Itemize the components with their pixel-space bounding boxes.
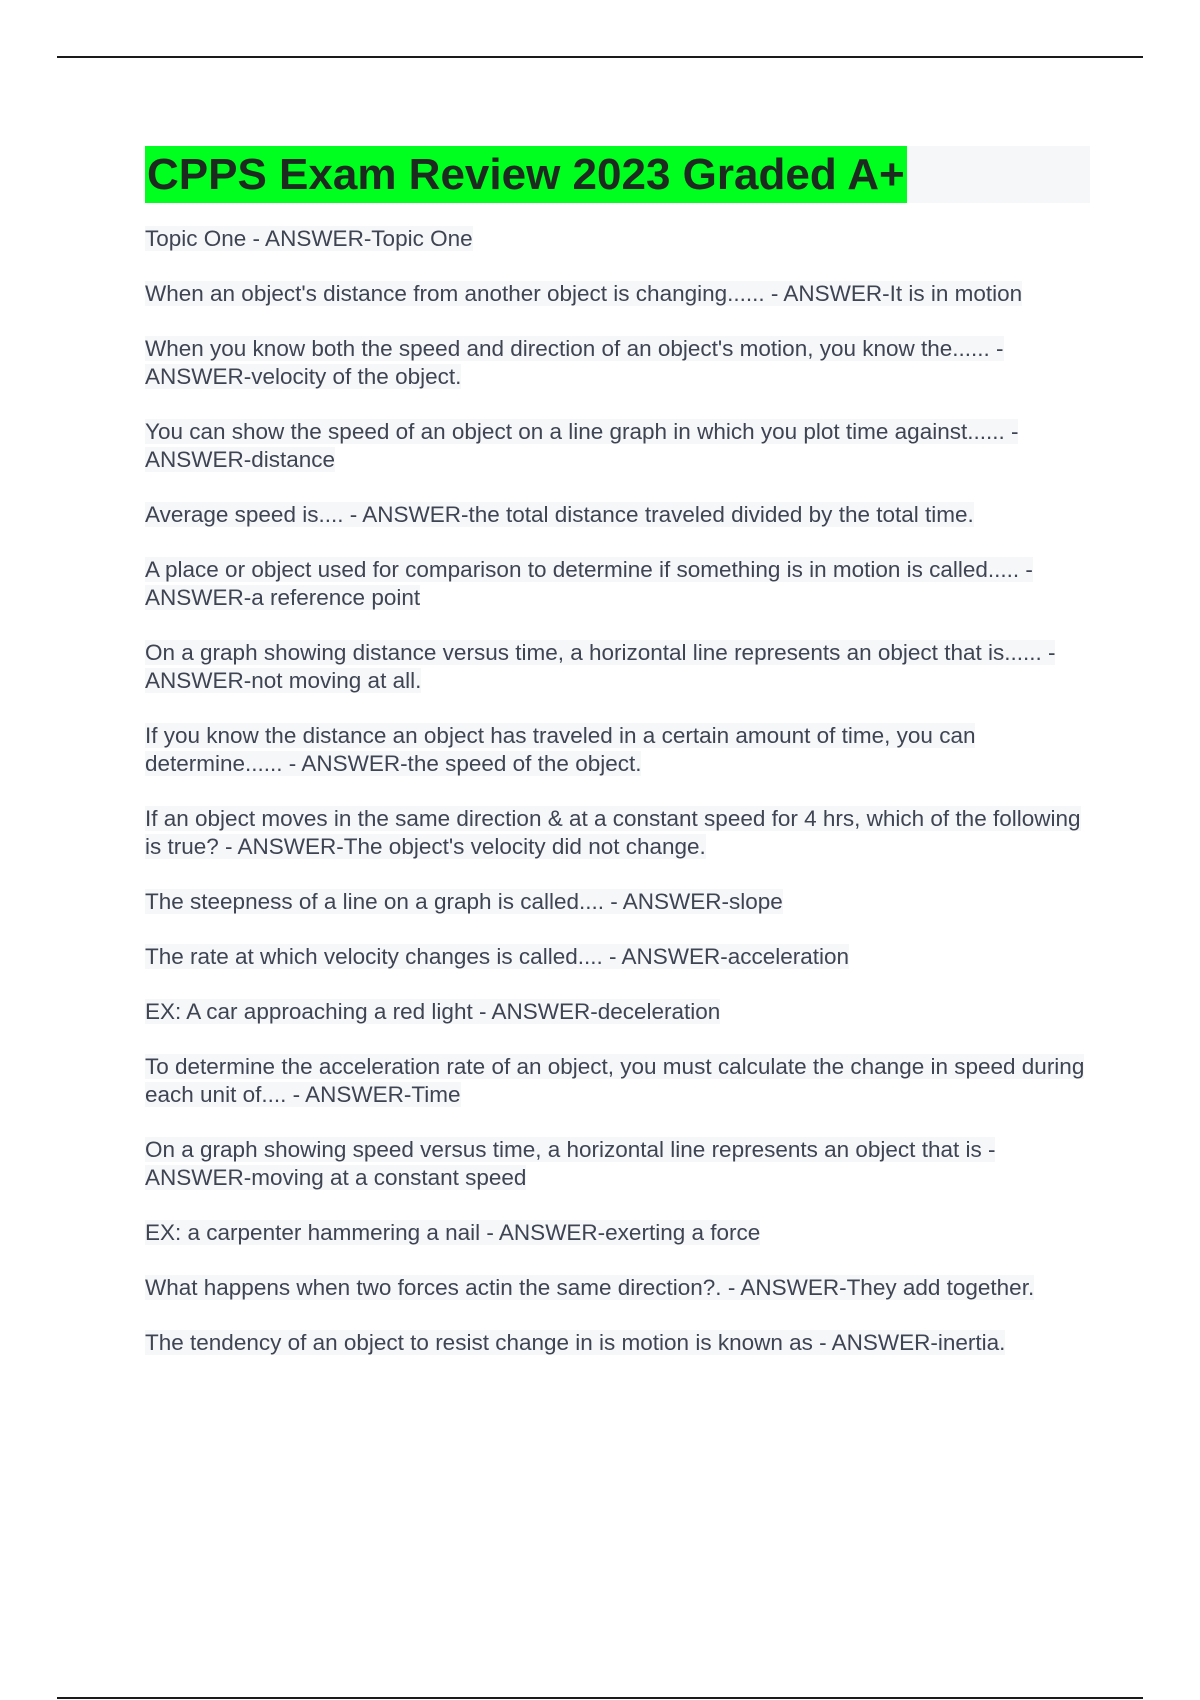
qa-item: You can show the speed of an object on a line graph in which you plot time against...... - ANSWER-distance: [145, 419, 1019, 472]
document-body: [145, 146, 1090, 1384]
title-bar: [145, 146, 1090, 203]
qa-item: When an object's distance from another object is changing...... - ANSWER-It is in motion: [145, 281, 1023, 306]
qa-item: A place or object used for comparison to determine if something is in motion is called..... - ANSWER-a reference point: [145, 557, 1033, 610]
qa-item: On a graph showing speed versus time, a horizontal line represents an object that is - ANSWER-moving at a constant speed: [145, 1137, 996, 1190]
qa-item: When you know both the speed and direction of an object's motion, you know the...... - ANSWER-velocity of the object.: [145, 336, 1004, 389]
qa-item: If you know the distance an object has traveled in a certain amount of time, you can determine...... - ANSWER-the speed of the object.: [145, 723, 976, 776]
qa-item: On a graph showing distance versus time, a horizontal line represents an object that is...... - ANSWER-not moving at all.: [145, 640, 1056, 693]
qa-item: The tendency of an object to resist change in is motion is known as - ANSWER-inertia.: [145, 1330, 1006, 1355]
bottom-rule: [57, 1697, 1143, 1699]
qa-item: EX: A car approaching a red light - ANSWER-deceleration: [145, 999, 721, 1024]
qa-item: What happens when two forces actin the same direction?. - ANSWER-They add together.: [145, 1275, 1035, 1300]
document-title: CPPS Exam Review 2023 Graded A+: [145, 146, 907, 203]
qa-item: The rate at which velocity changes is called.... - ANSWER-acceleration: [145, 944, 850, 969]
qa-item: The steepness of a line on a graph is called.... - ANSWER-slope: [145, 889, 783, 914]
qa-item: To determine the acceleration rate of an object, you must calculate the change in speed during each unit of.... - ANSWER-Time: [145, 1054, 1085, 1107]
top-rule: [57, 56, 1143, 58]
qa-item: Topic One - ANSWER-Topic One: [145, 226, 473, 251]
qa-item: EX: a carpenter hammering a nail - ANSWER-exerting a force: [145, 1220, 761, 1245]
qa-item: Average speed is.... - ANSWER-the total distance traveled divided by the total time.: [145, 502, 974, 527]
qa-item: If an object moves in the same direction & at a constant speed for 4 hrs, which of the following is true? - ANSWER-The object's velocity did not change.: [145, 806, 1081, 859]
